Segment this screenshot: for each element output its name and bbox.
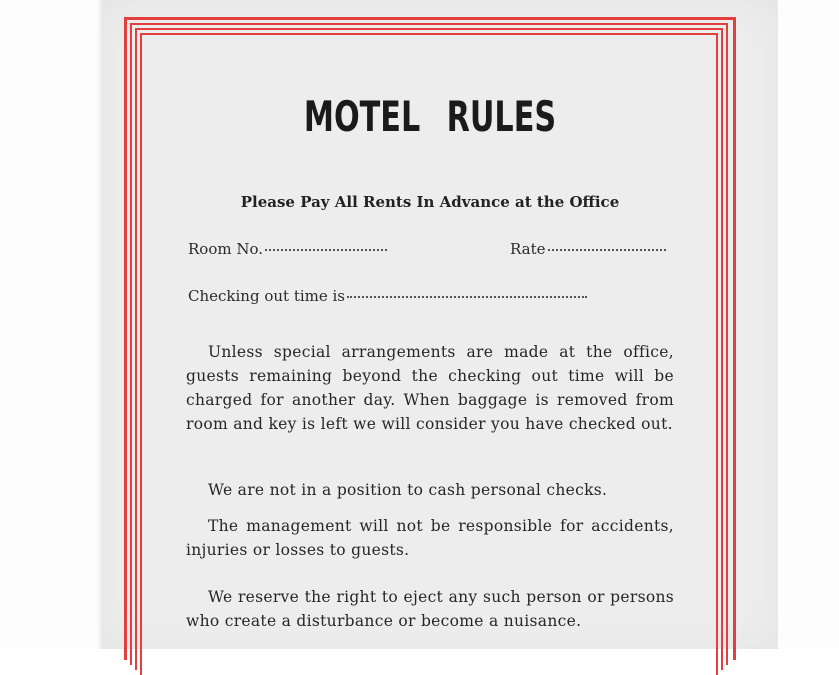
rate-label: Rate: [510, 240, 546, 258]
rate-blank: [548, 249, 666, 251]
room-number-label: Room No.: [188, 240, 264, 258]
document-title: MOTEL RULES: [303, 92, 557, 141]
rule-paragraph: Unless special arrangements are made at the office, guests remaining beyond the checking out time will be charged for another day. When baggage is removed from room and key is left we will consider you have checked out.: [186, 343, 674, 433]
room-number-blank: [265, 249, 387, 251]
room-number-field: [188, 240, 387, 258]
rule-paragraph: The management will not be responsible for accidents, injuries or losses to guests.: [186, 517, 674, 559]
checkout-time-blank: [347, 296, 587, 298]
checkout-time-label: Checking out time is: [188, 287, 346, 305]
rule-paragraph: We are not in a position to cash personal checks.: [208, 481, 608, 499]
rate-field: [510, 240, 666, 258]
checkout-time-field: [188, 287, 587, 305]
document-subtitle: Please Pay All Rents In Advance at the Office: [240, 193, 620, 211]
rule-paragraph: We reserve the right to eject any such person or persons who create a disturbance or become a nuisance.: [186, 588, 674, 630]
